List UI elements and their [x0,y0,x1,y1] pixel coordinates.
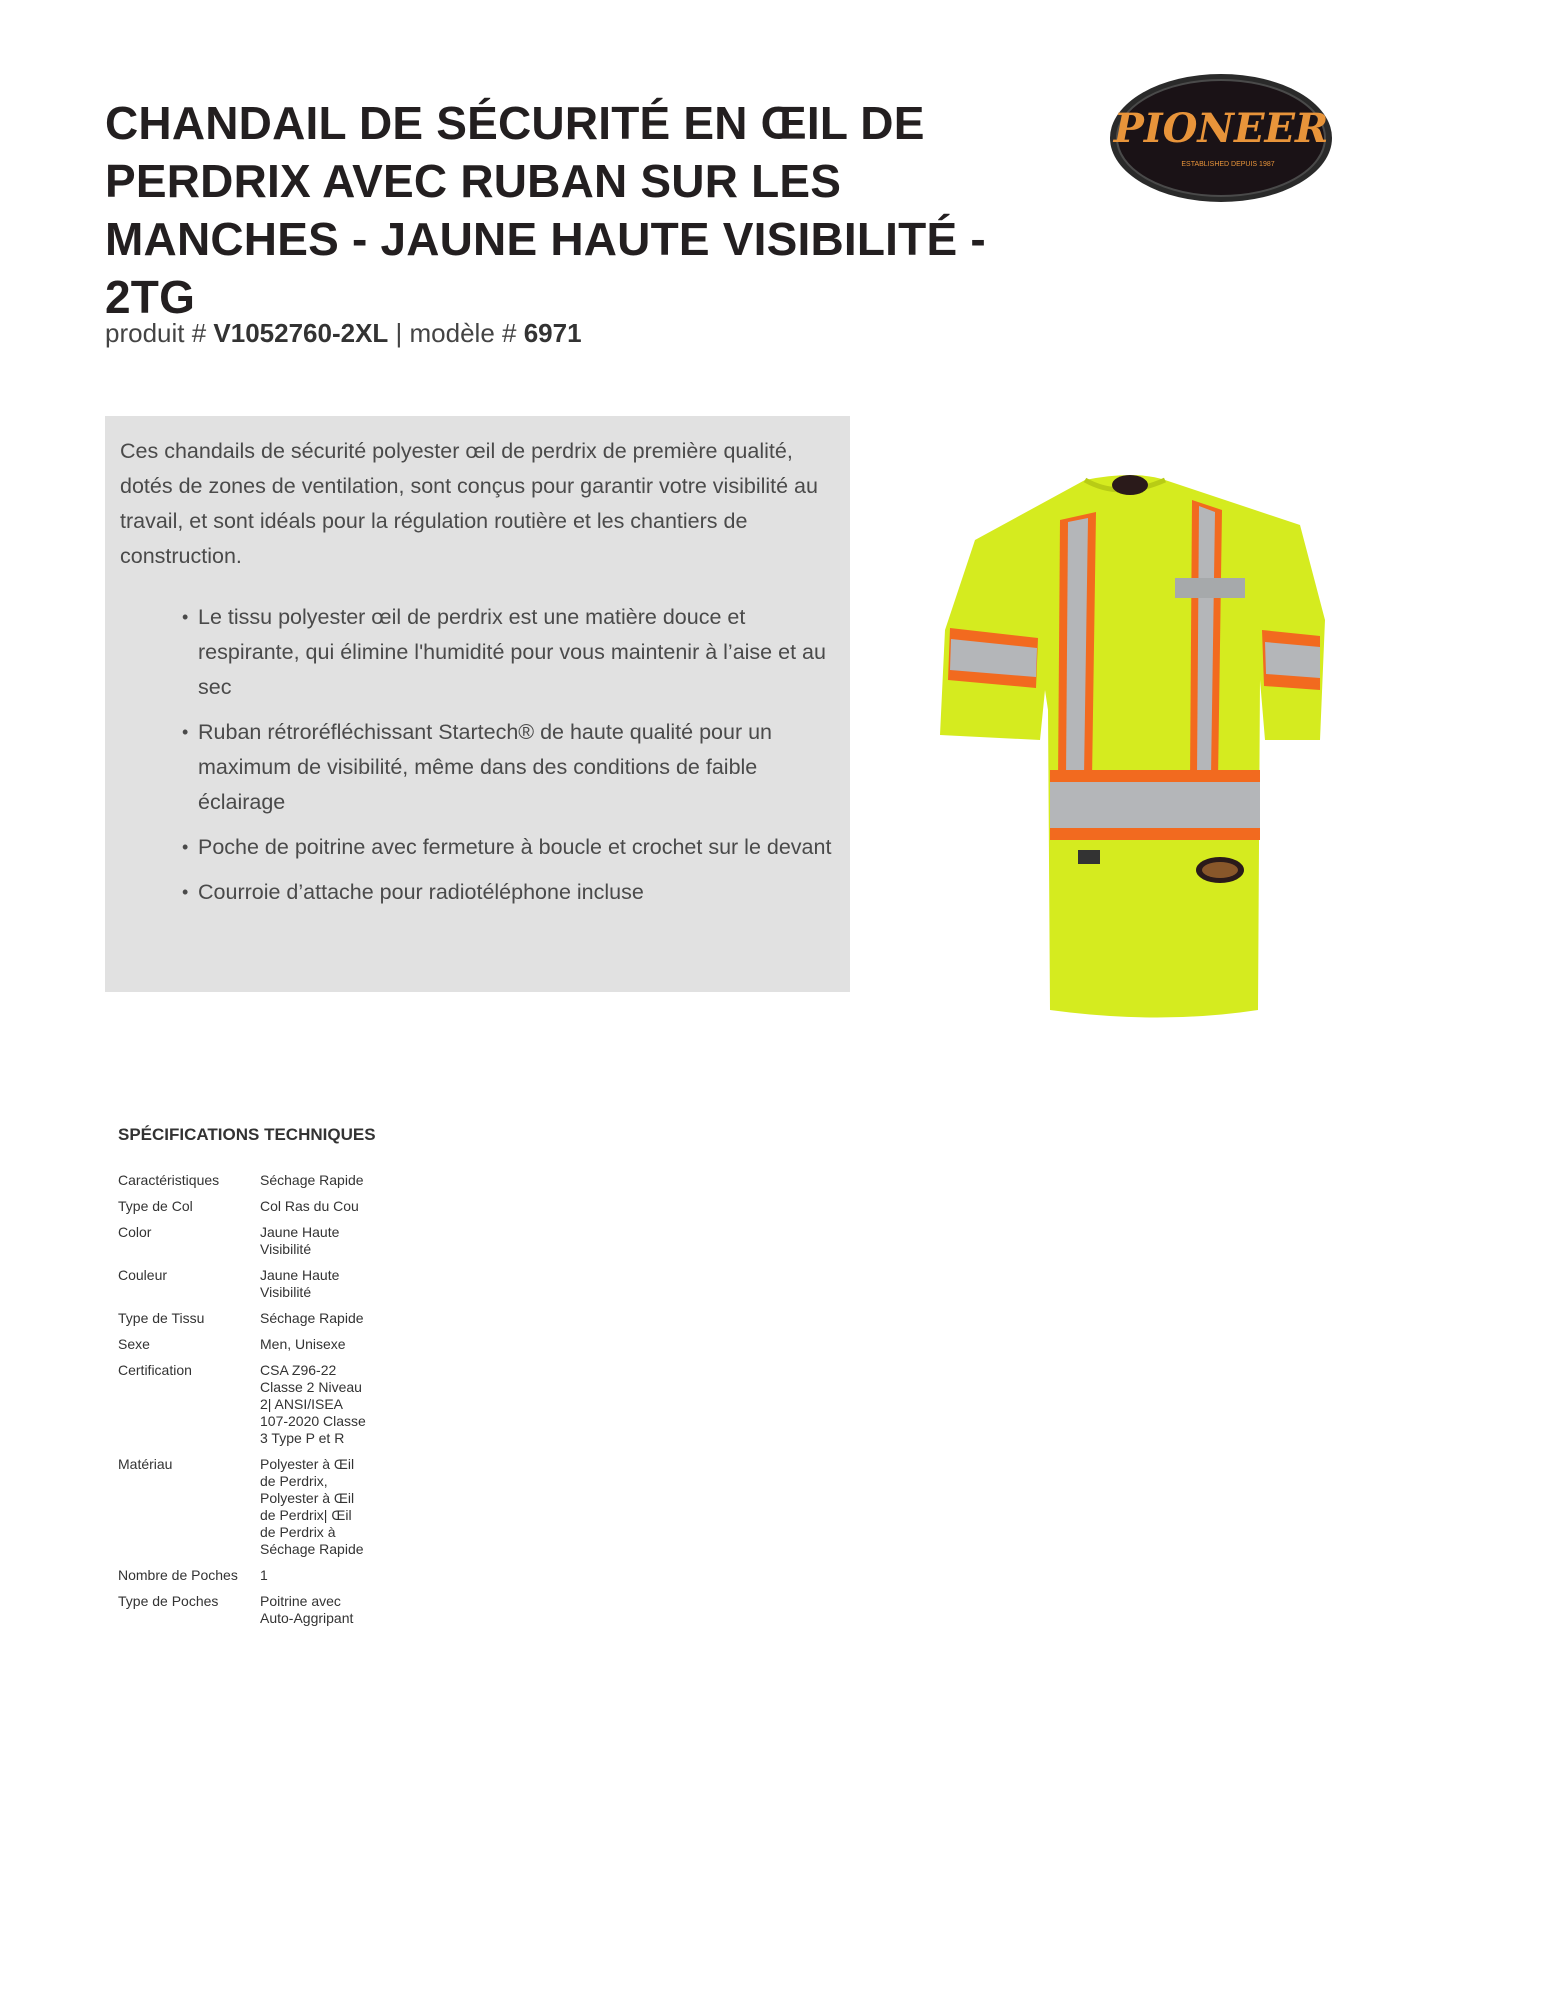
feature-text: Le tissu polyester œil de perdrix est une matière douce et respirante, qui élimine l'humidité pour vous maintenir à l’aise et au sec [198,605,826,699]
spec-label: Type de Tissu [118,1310,205,1326]
logo-tagline: ESTABLISHED DEPUIS 1987 [1181,161,1275,168]
spec-label: Caractéristiques [118,1172,220,1188]
pioneer-logo [1108,72,1334,204]
description-intro: Ces chandails de sécurité polyester œil de perdrix de première qualité, dotés de zones de ventilation, sont conçus pour garantir votre visibilité au travail, et sont idéals pour la régulation routière et les chantiers de construction. [120,439,818,568]
bullet-icon: • [182,607,189,627]
spec-label: Matériau [118,1456,173,1472]
feature-list [120,600,834,910]
logo-brand: PIONEER [1113,105,1329,152]
spec-value: Col Ras du Cou [260,1198,359,1214]
spec-label: Couleur [118,1267,168,1283]
spec-value: Jaune Haute Visibilité [260,1267,340,1300]
feature-item [182,875,834,910]
spec-value: Séchage Rapide [260,1310,364,1326]
spec-row [118,1267,398,1301]
spec-row [118,1567,398,1584]
product-label: produit # [105,318,214,348]
feature-text: Ruban rétroréfléchissant Startech® de haute qualité pour un maximum de visibilité, même dans des conditions de faible éclairage [198,720,773,814]
bullet-icon: • [182,882,189,902]
spec-label: Sexe [118,1336,150,1352]
spec-row [118,1456,398,1558]
spec-value: Men, Unisexe [260,1336,346,1352]
spec-row [118,1362,398,1447]
spec-value: 1 [260,1567,268,1583]
feature-item [182,600,834,705]
product-title: CHANDAIL DE SÉCURITÉ EN ŒIL DE PERDRIX AVEC RUBAN SUR LES MANCHES - JAUNE HAUTE VISIBILITÉ - 2TG [105,97,986,323]
safety-shirt-image [920,450,1380,1030]
spec-value: Séchage Rapide [260,1172,364,1188]
feature-text: Courroie d’attache pour radiotéléphone incluse [198,880,644,904]
feature-item [182,830,834,865]
model-label: | modèle # [388,318,524,348]
spec-row [118,1172,398,1189]
product-number: V1052760-2XL [213,318,389,348]
feature-item [182,715,834,820]
spec-label: Certification [118,1362,192,1378]
description-panel [105,416,850,992]
product-identifiers [105,318,582,349]
spec-value: Jaune Haute Visibilité [260,1224,340,1257]
spec-value: CSA Z96-22 Classe 2 Niveau 2| ANSI/ISEA 107-2020 Classe 3 Type P et R [260,1362,366,1446]
bullet-icon: • [182,837,189,857]
spec-label: Nombre de Poches [118,1567,238,1583]
specs-heading: SPÉCIFICATIONS TECHNIQUES [118,1125,376,1144]
spec-label: Type de Col [118,1198,193,1214]
spec-label: Type de Poches [118,1593,219,1609]
spec-row [118,1310,398,1327]
spec-row [118,1198,398,1215]
spec-value: Poitrine avec Auto-Aggripant [260,1593,354,1626]
specs-table [118,1172,398,1636]
spec-label: Color [118,1224,152,1240]
feature-text: Poche de poitrine avec fermeture à boucle et crochet sur le devant [198,835,832,859]
model-number: 6971 [523,318,582,348]
bullet-icon: • [182,722,189,742]
spec-row [118,1224,398,1258]
spec-row [118,1593,398,1627]
spec-value: Polyester à Œil de Perdrix, Polyester à Œil de Perdrix| Œil de Perdrix à Séchage Rapide [260,1456,364,1557]
spec-row [118,1336,398,1353]
